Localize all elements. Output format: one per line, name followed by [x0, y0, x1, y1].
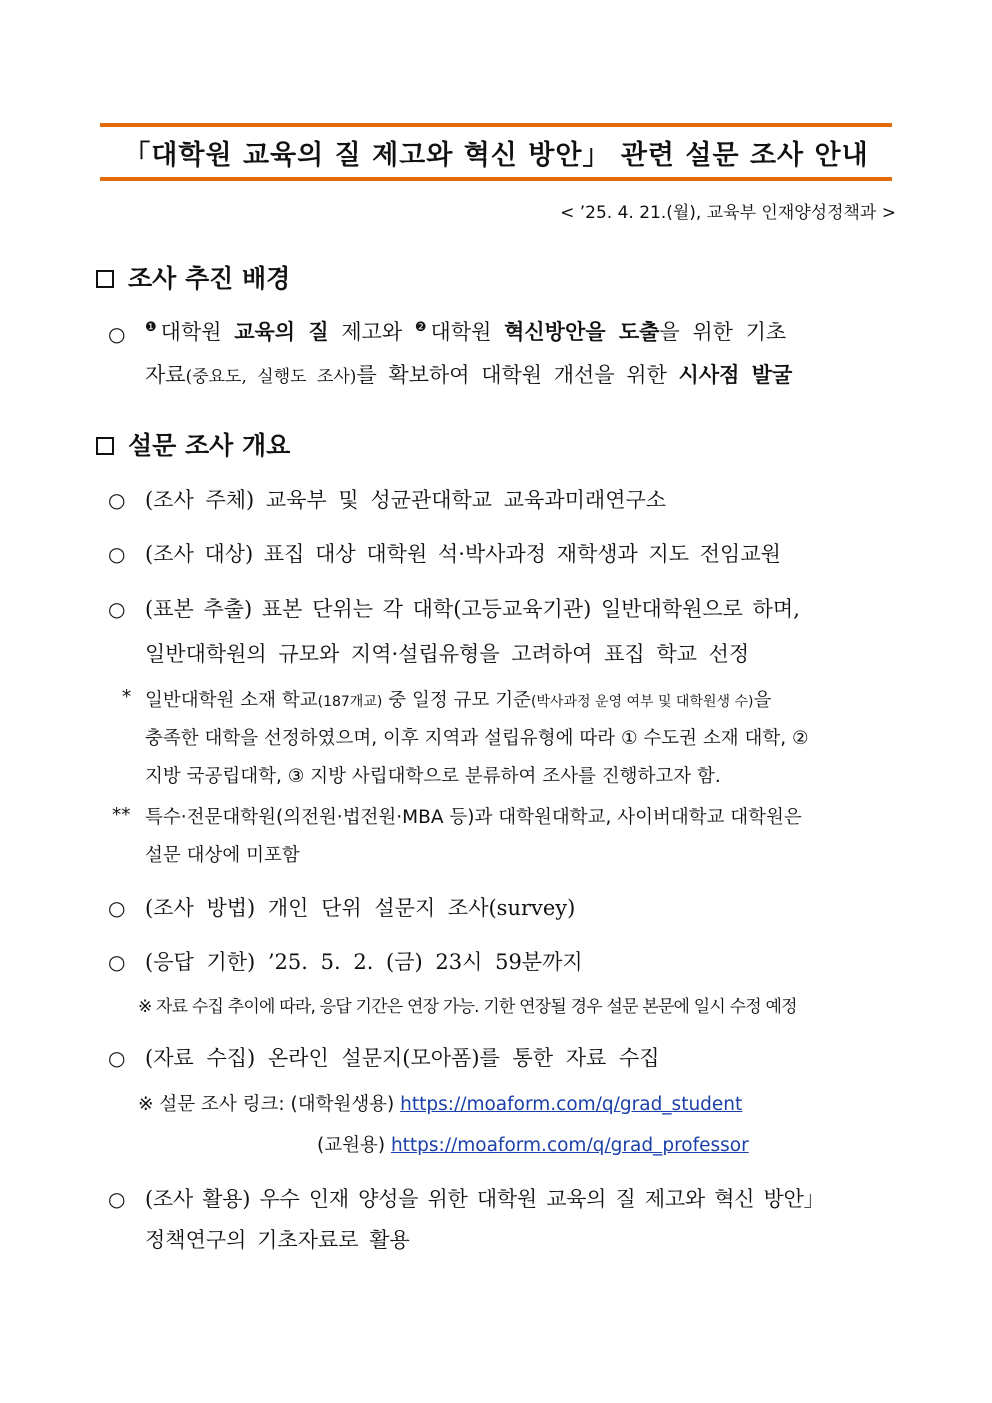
section-heading: 설문 조사 개요 — [128, 431, 291, 460]
small-text: (박사과정 운영 여부 및 대학원생 수) — [530, 694, 754, 710]
small-text: (중요도, 실행도 조사) — [185, 367, 357, 387]
link-label: ※ 설문 조사 링크: (대학원생용) — [138, 1094, 401, 1115]
bold-text: 교육의 질 — [234, 319, 329, 344]
note-1-mark: * — [122, 687, 132, 708]
overview-sampling-2: 일반대학원의 규모와 지역·설립유형을 고려하여 표집 학교 선정 — [145, 642, 750, 666]
square-bullet-icon — [96, 437, 114, 455]
deadline-note: ※ 자료 수집 추이에 따라, 응답 기간은 연장 가능. 기한 연장될 경우 설문 본문에 일시 수정 예정 — [138, 997, 797, 1017]
section-background — [96, 259, 290, 295]
text: 대학원 — [160, 320, 235, 344]
number-2-icon: ❷ — [414, 320, 427, 335]
bold-text: 시사점 발굴 — [678, 362, 793, 387]
circle-bullet-icon: ○ — [108, 597, 126, 621]
note-1-line-1 — [145, 686, 771, 712]
text: 을 — [753, 690, 772, 711]
note-1-line-2: 충족한 대학을 선정하였으며, 이후 지역과 설립유형에 따라 ① 수도권 소재 대학, ② — [145, 728, 809, 749]
student-survey-link[interactable]: https://moaform.com/q/grad_student — [400, 1094, 743, 1115]
number-1-icon: ❶ — [145, 320, 157, 335]
link-label: (교원용) — [317, 1135, 391, 1156]
small-text: (187개교) — [317, 694, 383, 710]
title-box — [100, 123, 892, 181]
circle-bullet-icon: ○ — [108, 488, 126, 512]
note-2-line-1: 특수·전문대학원(의전원·법전원·MBA 등)과 대학원대학교, 사이버대학교 대학원은 — [145, 807, 802, 828]
overview-deadline: (응답 기한) ’25. 5. 2. (금) 23시 59분까지 — [145, 950, 583, 974]
circle-bullet-icon: ○ — [108, 896, 126, 920]
section-heading: 조사 추진 배경 — [128, 264, 291, 293]
circle-bullet-icon: ○ — [108, 542, 126, 566]
bold-text: 혁신방안을 도출 — [504, 319, 660, 344]
overview-collect: (자료 수집) 온라인 설문지(모아폼)를 통한 자료 수집 — [145, 1046, 660, 1070]
note-2-mark: ** — [112, 805, 131, 826]
overview-use-2: 정책연구의 기초자료로 활용 — [145, 1228, 410, 1252]
background-line-1 — [145, 316, 786, 346]
circle-bullet-icon: ○ — [108, 322, 126, 346]
text: 대학원 — [430, 320, 505, 344]
professor-survey-link[interactable]: https://moaform.com/q/grad_professor — [390, 1135, 749, 1156]
background-line-2 — [145, 359, 792, 389]
circle-bullet-icon: ○ — [108, 950, 126, 974]
text: 중 일정 규모 기준 — [382, 690, 531, 711]
section-overview — [96, 426, 290, 462]
overview-subject: (조사 주체) 교육부 및 성균관대학교 교육과미래연구소 — [145, 488, 667, 512]
square-bullet-icon — [96, 270, 114, 288]
overview-method: (조사 방법) 개인 단위 설문지 조사(survey) — [145, 896, 576, 920]
text: 를 확보하여 대학원 개선을 위한 — [356, 363, 679, 387]
text: 일반대학원 소재 학교 — [145, 690, 318, 711]
note-1-line-3: 지방 국공립대학, ③ 지방 사립대학으로 분류하여 조사를 진행하고자 함. — [145, 766, 721, 787]
document-meta: < ’25. 4. 21.(월), 교육부 인재양성정책과 > — [560, 203, 896, 223]
document-title: 「대학원 교육의 질 제고와 혁신 방안」 관련 설문 조사 안내 — [123, 139, 869, 171]
link-line-2 — [317, 1131, 749, 1157]
link-line-1 — [138, 1090, 742, 1116]
note-2-line-2: 설문 대상에 미포함 — [145, 845, 300, 866]
overview-sampling-1: (표본 추출) 표본 단위는 각 대학(고등교육기관) 일반대학원으로 하며, — [145, 597, 800, 621]
overview-use-1: (조사 활용) 우수 인재 양성을 위한 대학원 교육의 질 제고와 혁신 방안」 — [145, 1187, 825, 1211]
circle-bullet-icon: ○ — [108, 1046, 126, 1070]
text: 을 위한 기초 — [659, 320, 787, 344]
circle-bullet-icon: ○ — [108, 1187, 126, 1211]
text: 제고와 — [328, 320, 415, 344]
overview-target: (조사 대상) 표집 대상 대학원 석·박사과정 재학생과 지도 전임교원 — [145, 542, 781, 566]
text: 자료 — [145, 363, 186, 387]
